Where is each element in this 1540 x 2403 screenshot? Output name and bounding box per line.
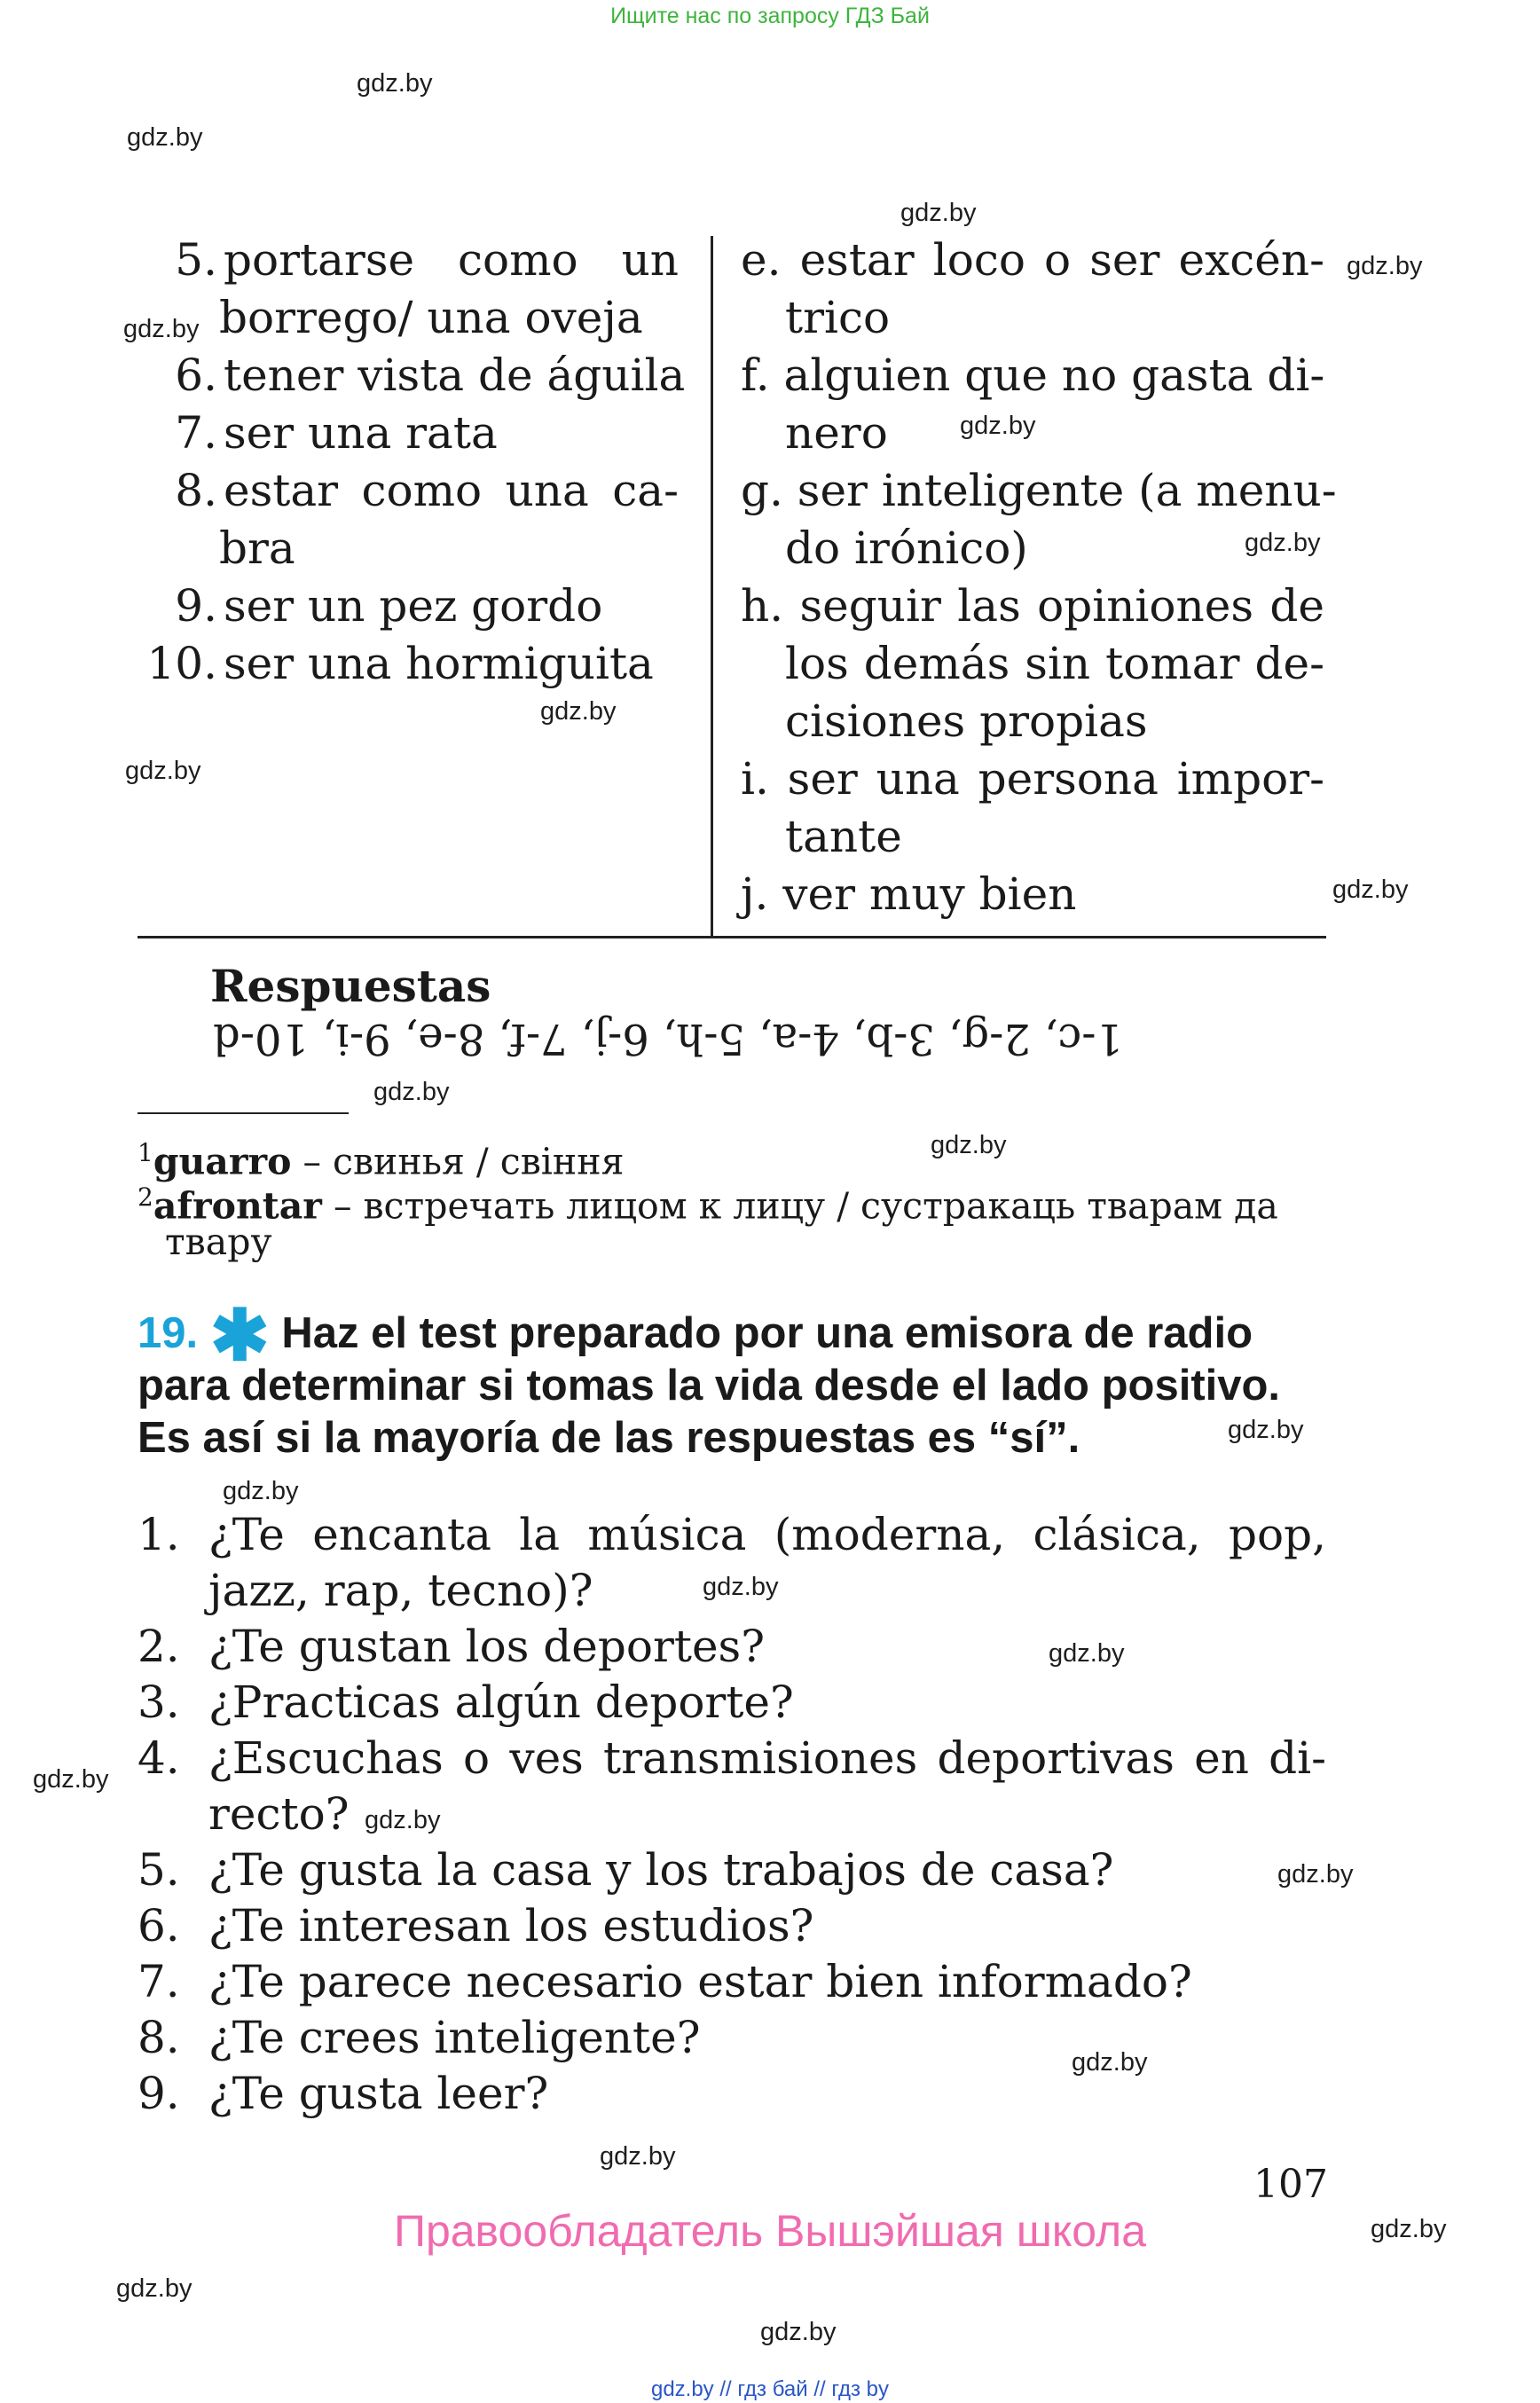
list-item: 7. ser una rata (175, 407, 498, 459)
watermark: gdz.by (1072, 2048, 1148, 2077)
watermark: gdz.by (1371, 2215, 1447, 2243)
list-item: tante (785, 811, 902, 862)
watermark: gdz.by (1332, 876, 1409, 904)
footnote-1: $^1$guarro – свинья / свіння (138, 1138, 625, 1183)
list-item: recto? (208, 1788, 350, 1840)
list-item: 4. ¿Escuchas o ves transmisiones deportivas en di- (138, 1732, 1326, 1784)
list-item: do irónico) (785, 522, 1028, 574)
list-item: 5. ¿Te gusta la casa y los trabajos de casa? (138, 1844, 1114, 1896)
list-item: j. ver muy bien (741, 868, 1077, 920)
list-item: 6. tener vista de águila (175, 349, 686, 401)
answers-upside-down: 1-c, 2-g, 3-b, 4-a, 5-h, 6-j, 7-f, 8-e, 9-i, 10-d (213, 1014, 1124, 1064)
list-item: cisiones propias (785, 695, 1148, 747)
list-item: 8. estar como una ca- (175, 465, 679, 516)
list-item: jazz, rap, tecno)? (208, 1565, 593, 1616)
watermark: gdz.by (600, 2142, 676, 2171)
footer-links[interactable]: gdz.by // гдз бай // гдз by (650, 2377, 890, 2401)
watermark: gdz.by (703, 1573, 779, 1601)
list-item: 6. ¿Te interesan los estudios? (138, 1900, 814, 1951)
answers-title: Respuestas (210, 960, 491, 1012)
watermark: gdz.by (357, 69, 433, 98)
top-banner[interactable]: Ищите нас по запросу ГДЗ Бай (610, 4, 930, 28)
footnote-rule (138, 1112, 349, 1114)
watermark: gdz.by (960, 412, 1036, 440)
list-item: trico (785, 292, 891, 343)
watermark: gdz.by (116, 2274, 192, 2303)
footnote-2: $^2$afrontar – встречать лицом к лицу / сустракаць тварам да (138, 1182, 1278, 1228)
watermark: gdz.by (1228, 1416, 1304, 1444)
watermark: gdz.by (373, 1078, 450, 1106)
watermark: gdz.by (540, 697, 617, 726)
task-number: 19. (138, 1309, 199, 1357)
list-item: 2. ¿Te gustan los deportes? (138, 1621, 766, 1672)
asterisk-icon: ✱ (209, 1296, 270, 1375)
list-item: nero (785, 407, 888, 459)
task-heading (138, 1296, 1253, 1375)
list-item: 10. ser una hormiguita (146, 638, 654, 689)
list-item: h. seguir las opiniones de (741, 580, 1324, 632)
watermark: gdz.by (223, 1477, 299, 1505)
column-divider (711, 236, 713, 937)
list-item: bra (219, 522, 295, 574)
task-text-line: Haz el test preparado por una emisora de radio (281, 1309, 1253, 1357)
watermark: gdz.by (1347, 252, 1423, 280)
list-item: los demás sin tomar de- (785, 638, 1324, 689)
watermark: gdz.by (33, 1765, 109, 1794)
watermark: gdz.by (365, 1806, 441, 1834)
footnote-2-continuation: твару (165, 1221, 272, 1263)
copyright-notice: Правообладатель Вышэйшая школа (394, 2206, 1146, 2256)
list-item: 3. ¿Practicas algún deporte? (138, 1677, 794, 1728)
list-item: 9. ¿Te gusta leer? (138, 2068, 549, 2119)
list-item: i. ser una persona impor- (741, 753, 1324, 805)
watermark: gdz.by (1245, 529, 1321, 557)
watermark: gdz.by (900, 199, 977, 227)
list-item: f. alguien que no gasta di- (741, 349, 1325, 401)
list-item: 1. ¿Te encanta la música (moderna, clásica, pop, (138, 1509, 1326, 1560)
list-item: borrego/ una oveja (219, 292, 643, 343)
watermark: gdz.by (760, 2318, 837, 2346)
watermark: gdz.by (1277, 1860, 1354, 1889)
task-text-line: Es así si la mayoría de las respuestas es “sí”. (138, 1414, 1080, 1462)
task-text-line: para determinar si tomas la vida desde el lado positivo. (138, 1362, 1281, 1410)
watermark: gdz.by (931, 1131, 1007, 1159)
list-item: g. ser inteligente (a menu- (741, 465, 1337, 516)
list-item: 9. ser un pez gordo (175, 580, 603, 632)
list-item: 5. portarse como un (175, 234, 679, 286)
table-bottom-rule (138, 936, 1326, 938)
list-item: 8. ¿Te crees inteligente? (138, 2012, 701, 2063)
watermark: gdz.by (125, 757, 201, 785)
list-item: e. estar loco o ser excén- (741, 234, 1324, 286)
list-item: 7. ¿Te parece necesario estar bien informado? (138, 1956, 1192, 2007)
watermark: gdz.by (1049, 1639, 1125, 1668)
watermark: gdz.by (123, 315, 200, 343)
page-number: 107 (1253, 2162, 1328, 2207)
watermark: gdz.by (127, 123, 203, 152)
